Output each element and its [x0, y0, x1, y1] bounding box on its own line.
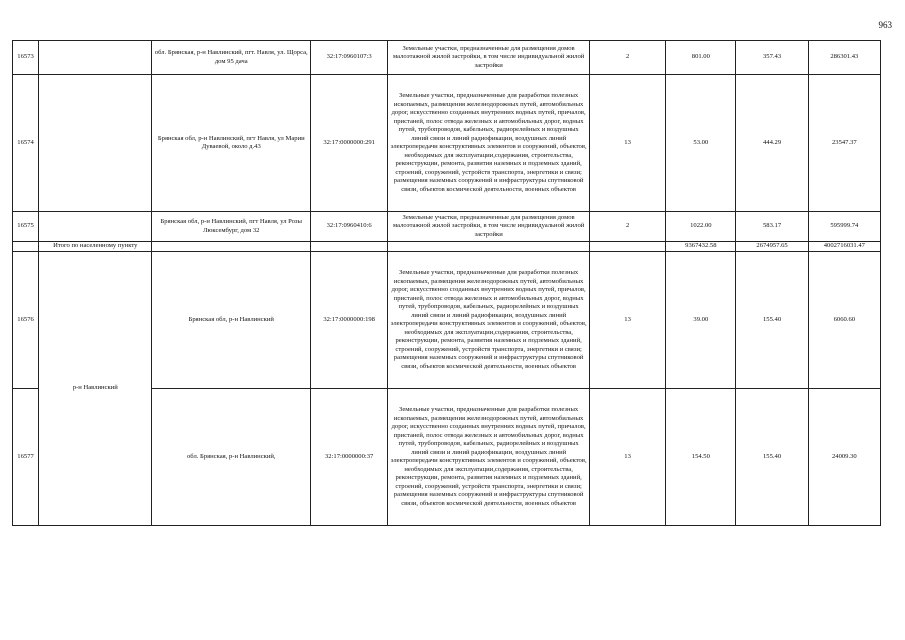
- table-row: [13, 75, 881, 212]
- address-cell: Брянская обл, р-н Навлинский: [152, 252, 311, 389]
- total-label: Итого по населенному пункту: [39, 242, 152, 252]
- address-cell: обл. Брянская, р-н Навлинский,: [152, 389, 311, 526]
- permitted-use: Земельные участки, предназначенные для разработки полезных ископаемых, размещения железнодорожных путей, автомобильных дорог, искусственно созданных внутренних водных путей, причалов, пристаней, полос отвода железных и автомобильных дорог, водных путей, трубопроводов, кабельных, радиорелейных и воздушных линий связи и линий радиофикации, воздушных линий электропередачи конструктивных элементов и сооружений, объектов, необходимых для эксплуатации,содержания, строительства, реконструкции, ремонта, развития наземных и подземных зданий, строений, сооружений, устройств транспорта, энергетики и связи; размещения наземных сооружений и инфраструктуры спутниковой связи, объектов космической деятельности, военных объектов: [388, 75, 590, 212]
- rate-value: 155.40: [736, 389, 808, 526]
- total-area: 9367432.58: [666, 242, 736, 252]
- row-id: 16576: [13, 252, 39, 389]
- total-rate: 2674957.65: [736, 242, 808, 252]
- row-id: 16575: [13, 212, 39, 242]
- page-number: 963: [878, 20, 892, 30]
- empty-cell: [13, 242, 39, 252]
- category-code: 2: [589, 212, 665, 242]
- district-label: р-н Навлинский: [39, 252, 152, 526]
- cadastral-value: 6060.60: [808, 252, 880, 389]
- category-code: 2: [589, 41, 665, 75]
- rate-value: 155.40: [736, 252, 808, 389]
- category-code: 13: [589, 75, 665, 212]
- land-registry-table: [12, 40, 881, 526]
- area-value: 154.50: [666, 389, 736, 526]
- address-cell: обл. Брянская, р-н Навлинский, пгт. Навля, ул. Щорса, дом 95 дача: [152, 41, 311, 75]
- empty-cell: [311, 242, 388, 252]
- cadastral-number: 32:17:0000000:198: [311, 252, 388, 389]
- rate-value: 444.29: [736, 75, 808, 212]
- table-row: [13, 41, 881, 75]
- permitted-use: Земельные участки, предназначенные для разработки полезных ископаемых, размещения железнодорожных путей, автомобильных дорог, искусственно созданных внутренних водных путей, причалов, пристаней, полос отвода железных и автомобильных дорог, водных путей, трубопроводов, кабельных, радиорелейных и воздушных линий связи и линий радиофикации, воздушных линий электропередачи конструктивных элементов и сооружений, объектов, необходимых для эксплуатации,содержания, строительства, реконструкции, ремонта, развития наземных и подземных зданий, строений, сооружений, устройств транспорта, энергетики и связи; размещения наземных сооружений и инфраструктуры спутниковой связи, объектов космической деятельности, военных объектов: [388, 252, 590, 389]
- empty-cell: [388, 242, 590, 252]
- address-cell: Брянская обл, р-н Навлинский, пгт Навля, ул Розы Люксембург, дом 32: [152, 212, 311, 242]
- total-value: 4002716031.47: [808, 242, 880, 252]
- district-cell: [39, 212, 152, 242]
- row-id: 16577: [13, 389, 39, 526]
- table-row: [13, 252, 881, 389]
- cadastral-value: 286301.43: [808, 41, 880, 75]
- cadastral-value: 595999.74: [808, 212, 880, 242]
- empty-cell: [589, 242, 665, 252]
- table-row: [13, 212, 881, 242]
- rate-value: 583.17: [736, 212, 808, 242]
- district-cell: [39, 75, 152, 212]
- permitted-use: Земельные участки, предназначенные для размещения домов малоэтажной жилой застройки, в том числе индивидуальной жилой застройки: [388, 212, 590, 242]
- row-id: 16573: [13, 41, 39, 75]
- area-value: 1022.00: [666, 212, 736, 242]
- area-value: 801.00: [666, 41, 736, 75]
- area-value: 53.00: [666, 75, 736, 212]
- empty-cell: [152, 242, 311, 252]
- district-cell: [39, 41, 152, 75]
- cadastral-number: 32:17:0000000:37: [311, 389, 388, 526]
- cadastral-number: 32:17:0960107:3: [311, 41, 388, 75]
- total-row: [13, 242, 881, 252]
- permitted-use: Земельные участки, предназначенные для разработки полезных ископаемых, размещения железнодорожных путей, автомобильных дорог, искусственно созданных внутренних водных путей, причалов, пристаней, полос отвода железных и автомобильных дорог, водных путей, трубопроводов, кабельных, радиорелейных и воздушных линий связи и линий радиофикации, воздушных линий электропередачи конструктивных элементов и сооружений, объектов, необходимых для эксплуатации,содержания, строительства, реконструкции, ремонта, развития наземных и подземных зданий, строений, сооружений, устройств транспорта, энергетики и связи; размещения наземных сооружений и инфраструктуры спутниковой связи, объектов космической деятельности, военных объектов: [388, 389, 590, 526]
- rate-value: 357.43: [736, 41, 808, 75]
- permitted-use: Земельные участки, предназначенные для размещения домов малоэтажной жилой застройки, в том числе индивидуальной жилой застройки: [388, 41, 590, 75]
- cadastral-value: 24009.30: [808, 389, 880, 526]
- address-cell: Брянская обл, р-н Навлинский, пгт Навля, ул Марии Дуваевой, около д.43: [152, 75, 311, 212]
- cadastral-value: 23547.37: [808, 75, 880, 212]
- area-value: 39.00: [666, 252, 736, 389]
- row-id: 16574: [13, 75, 39, 212]
- cadastral-number: 32:17:0960410:6: [311, 212, 388, 242]
- category-code: 13: [589, 389, 665, 526]
- cadastral-number: 32:17:0000000:291: [311, 75, 388, 212]
- category-code: 13: [589, 252, 665, 389]
